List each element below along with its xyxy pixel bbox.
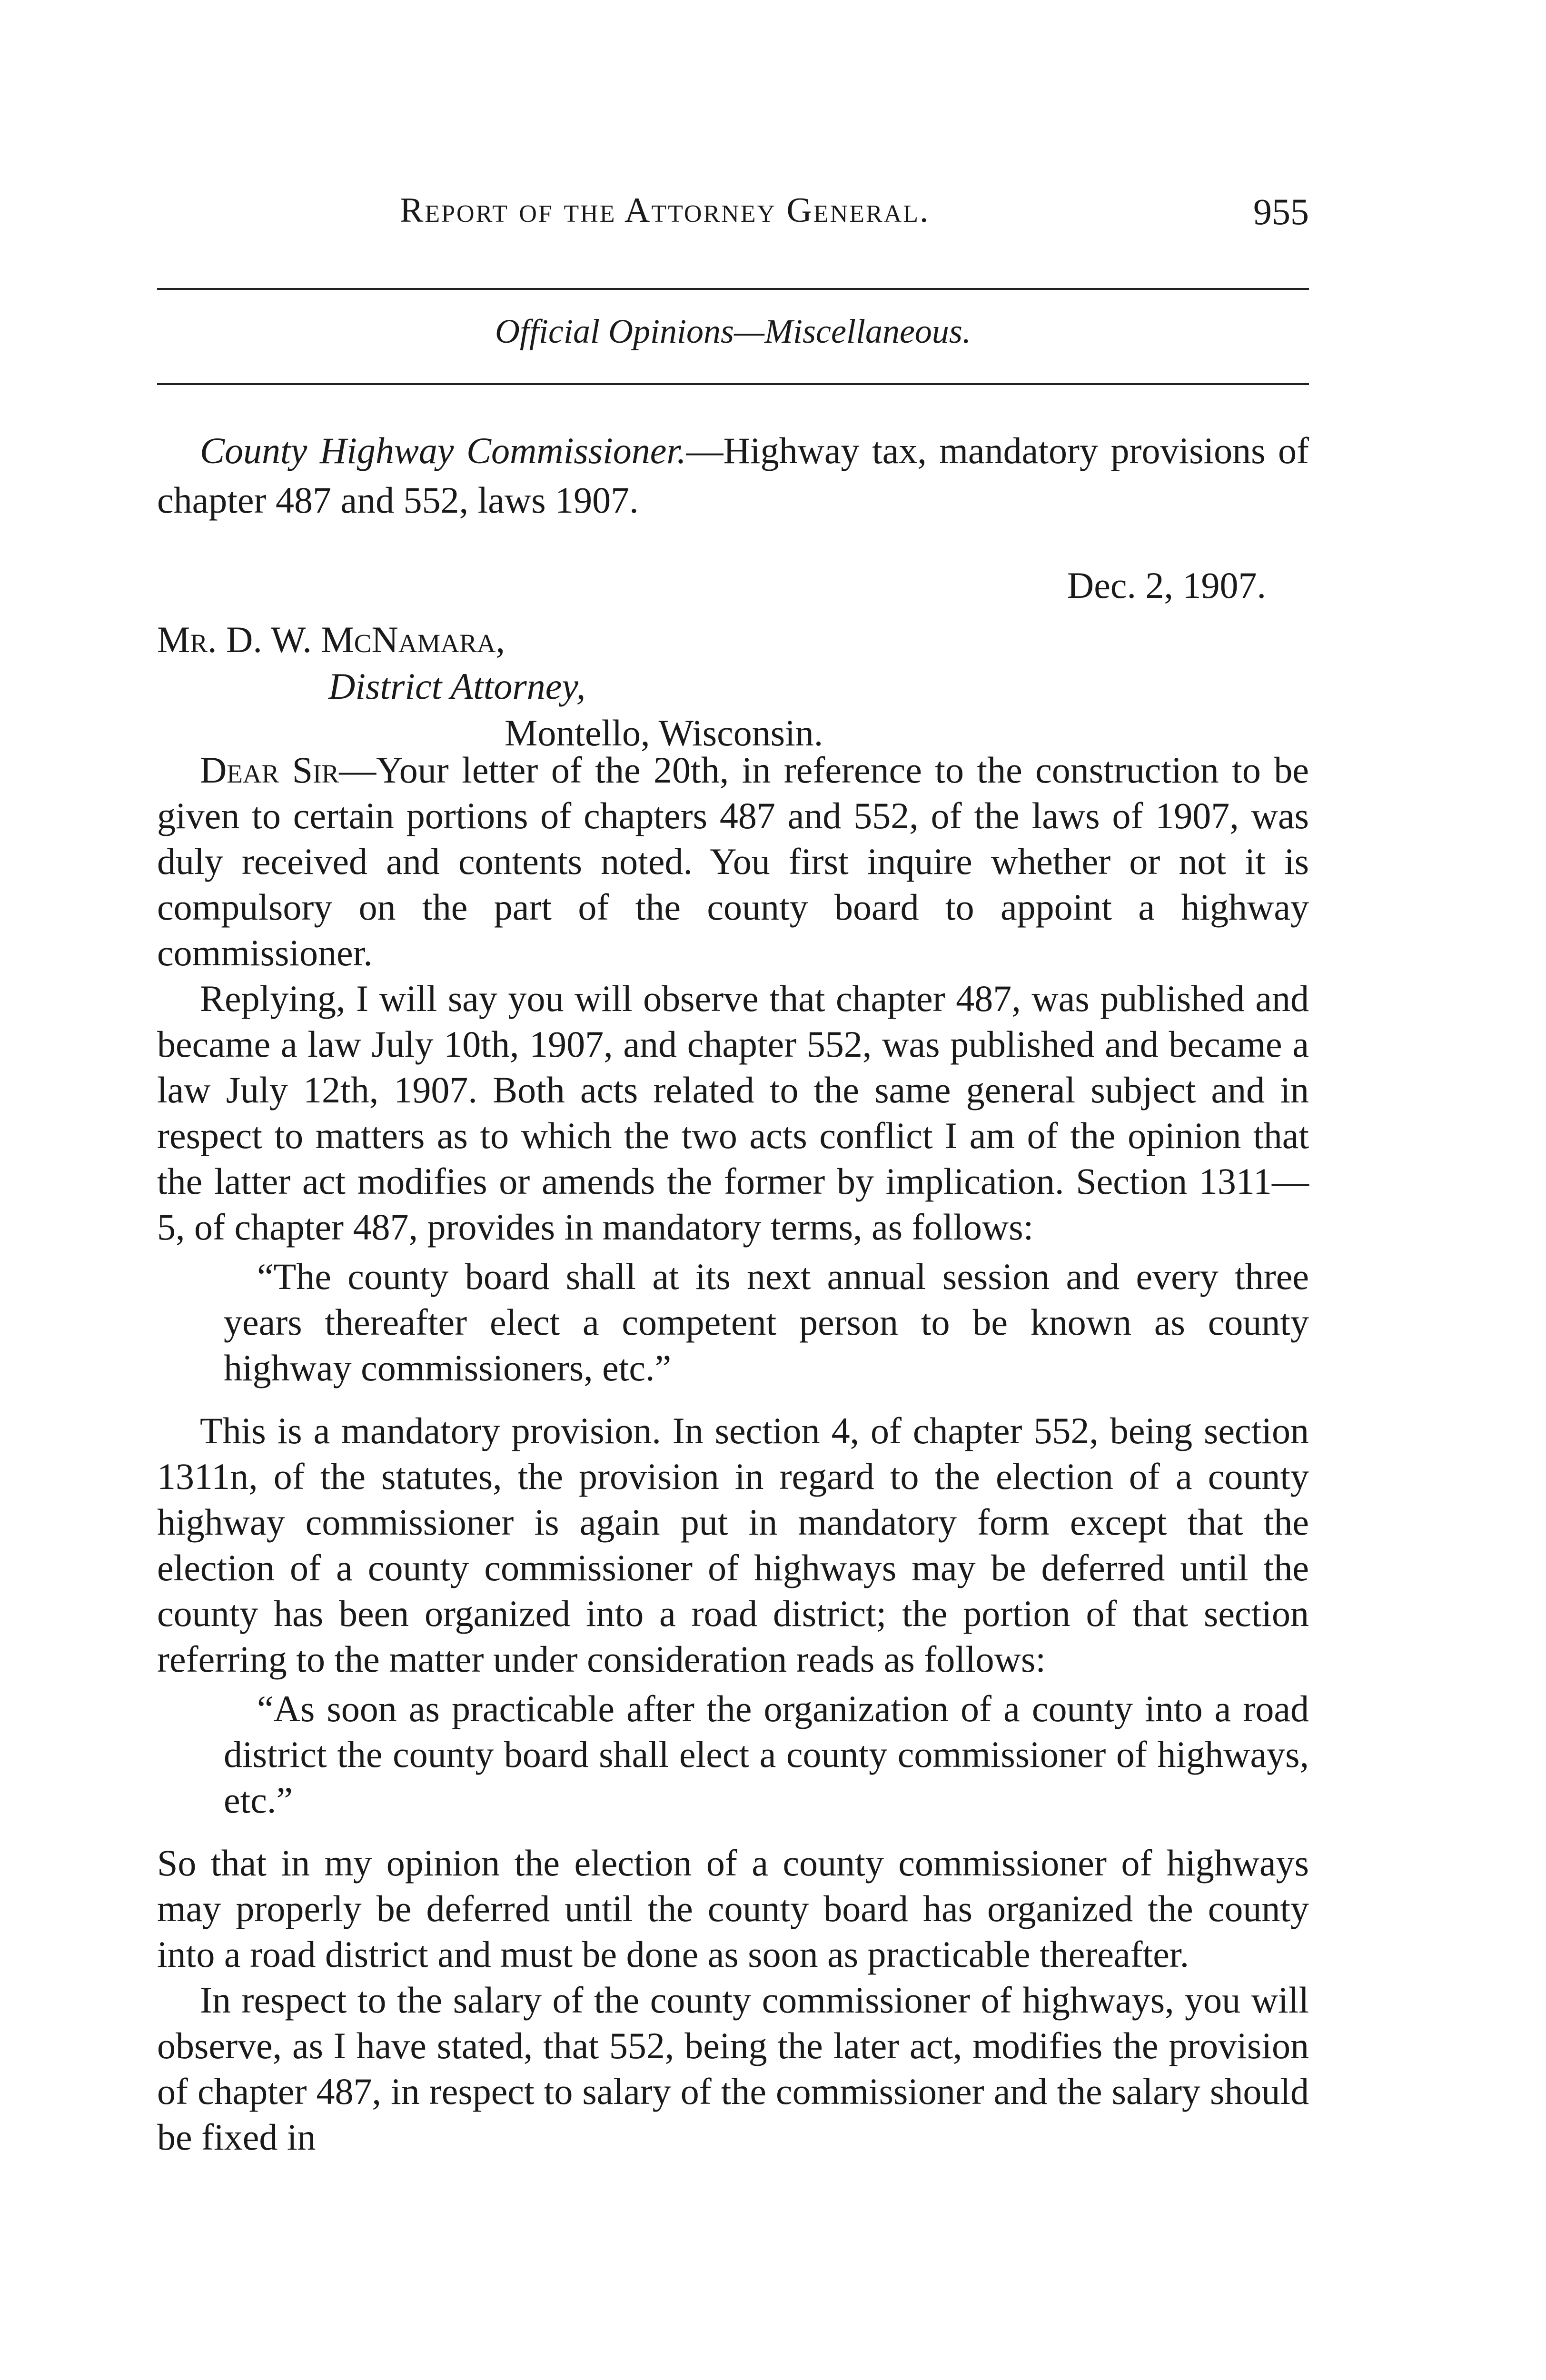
paragraph-3: This is a mandatory provision. In section 4, of chapter 552, being section 1311n, of the statutes, the provision in regard to the election of a county highway commissioner is again put in mandatory form except that the election of a county commissioner of highways may be deferred until the county has been organized into a road district; the portion of that section referring to the matter under consideration reads as follows: bbox=[157, 1410, 1309, 1680]
addressee-place: Montello, Wisconsin. bbox=[505, 712, 823, 754]
addressee-name: Mr. D. W. McNamara, bbox=[157, 619, 505, 660]
section-label: Official Opinions—Miscellaneous. bbox=[495, 312, 971, 350]
page-number: 955 bbox=[1253, 191, 1309, 232]
running-head bbox=[157, 190, 1309, 243]
letter-date: Dec. 2, 1907. bbox=[1067, 565, 1266, 606]
running-title: Report of the Attorney General. bbox=[400, 191, 930, 230]
letter-body bbox=[157, 747, 1309, 2160]
paragraph-5: In respect to the salary of the county commissioner of highways, you will observe, as I have stated, that 552, being the later act, modifies the provision of chapter 487, in respect to salary of the commissioner and the salary should be fixed in bbox=[157, 1979, 1309, 2158]
headnote-text: —Highway tax, mandatory provisions of chapter 487 and 552, laws 1907. bbox=[157, 430, 1309, 521]
headnote-topic: County Highway Commissioner. bbox=[200, 430, 686, 471]
bottom-rule bbox=[157, 383, 1309, 385]
paragraph-1 bbox=[157, 747, 1309, 976]
salutation: Dear Sir bbox=[200, 749, 339, 791]
paragraph-4: So that in my opinion the election of a county commissioner of highways may properly be deferred until the county board has organized the county into a road district and must be done as soon as practicable thereafter. bbox=[157, 1842, 1309, 1975]
block-quote-1: “The county board shall at its next annual session and every three years thereafter elect a competent person to be known as county highway commissioners, etc.” bbox=[224, 1256, 1309, 1388]
addressee-title: District Attorney, bbox=[328, 665, 586, 707]
document-page bbox=[157, 0, 1309, 2380]
headnote bbox=[157, 426, 1309, 525]
paragraph-1-text: —Your letter of the 20th, in reference to the construction to be given to certain portions of chapters 487 and 552, of the laws of 1907, was duly received and contents noted. You first inquire whether or not it is compulsory on the part of the county board to appoint a highway commissioner. bbox=[157, 749, 1309, 973]
top-rule bbox=[157, 288, 1309, 290]
paragraph-2: Replying, I will say you will observe that chapter 487, was published and became a law July 10th, 1907, and chapter 552, was published and became a law July 12th, 1907. Both acts related to the same general subject and in respect to matters as to which the two acts conflict I am of the opinion that the latter act modifies or amends the former by implication. Section 1311—5, of chapter 487, provides in mandatory terms, as follows: bbox=[157, 978, 1309, 1248]
block-quote-2: “As soon as practicable after the organization of a county into a road district the county board shall elect a county commissioner of highways, etc.” bbox=[224, 1688, 1309, 1821]
